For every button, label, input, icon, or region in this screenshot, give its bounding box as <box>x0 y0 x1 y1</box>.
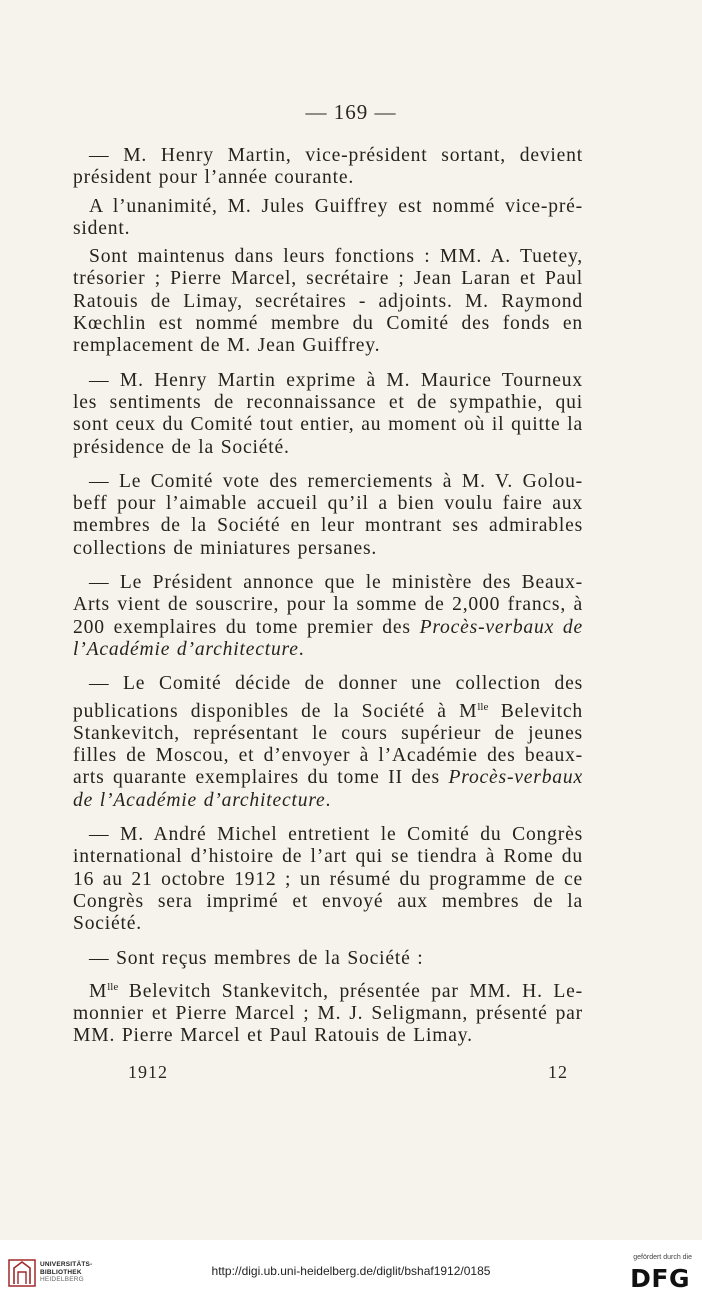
paragraph-officers: Sont maintenus dans leurs fonctions : MM. A. Tuetey, trésorier ; Pierre Marcel, secrétaire ; Jean Laran et Paul Ratouis de Limay, secrétaires - adjoints. M. Raymond Kœchlin est nommé membre du Comité des fonds en remplacement de M. Jean Guiffrey. <box>73 246 583 357</box>
paragraph-collection-sup: lle <box>477 700 489 713</box>
paragraph-ministere-end: . <box>298 638 305 660</box>
paragraph-collection-text2: Belevitch Stankevitch, représentant le cours supérieur de jeunes filles de Moscou, et d’envoyer à l’Académie des beaux-arts quarante exemplaires du tome II des <box>73 700 583 789</box>
body-text <box>73 145 583 1048</box>
paragraph-goloubeff: — Le Comité vote des remerciements à M. V. Golou-beff pour l’aimable accueil qu’il a bien voulu faire aux membres de la Société en leur montrant ses admirables collections de miniatures persanes. <box>73 470 583 559</box>
signature-sheet: 12 <box>548 1062 568 1082</box>
paragraph-congres: — M. André Michel entretient le Comité du Congrès international d’histoire de l’art qui se tiendra à Rome du 16 au 21 octobre 1912 ; un résumé du programme de ce Congrès sera imprimé et envoyé aux membres de la Société. <box>73 824 583 935</box>
dfg-logo: DFG <box>630 1264 690 1293</box>
paragraph-member-list-text: Belevitch Stankevitch, présentée par MM. H. Le-monnier et Pierre Marcel ; M. J. Seligmann, présenté par MM. Pierre Marcel et Paul Ratouis de Limay. <box>73 980 583 1047</box>
digitization-footer <box>0 1240 702 1300</box>
paragraph-ministere-text: — Le Président annonce que le ministère des Beaux-Arts vient de souscrire, pour la somme de 2,000 francs, à 200 exemplaires du tome premier des <box>73 572 583 638</box>
paragraph-collection <box>73 673 583 812</box>
signature-year: 1912 <box>128 1062 168 1082</box>
funded-by-caption: gefördert durch die <box>633 1254 692 1261</box>
paragraph-member-list <box>73 976 583 1048</box>
paragraph-member-list-m: M <box>89 980 108 1002</box>
library-name-line2: BIBLIOTHEK <box>40 1268 82 1276</box>
page-number: — 169 — <box>305 100 397 124</box>
library-name-line1: UNIVERSITÄTS- <box>40 1261 93 1268</box>
permalink-url[interactable]: http://digi.ub.uni-heidelberg.de/diglit/bshaf1912/0185 <box>211 1264 491 1278</box>
paragraph-collection-end: . <box>325 789 332 811</box>
paragraph-collection-title: Procès-verbaux de l’Académie d’architecture <box>73 767 583 811</box>
paragraph-ministere-title: Procès-verbaux de l’Académie d’architecture <box>73 616 583 660</box>
paragraph-ministere <box>73 572 583 661</box>
library-name-line3: HEIDELBERG <box>40 1276 84 1283</box>
paragraph-president: — M. Henry Martin, vice-président sortant, devient président pour l’année courante. <box>73 145 583 189</box>
paragraph-new-members: — Sont reçus membres de la Société : <box>89 947 424 969</box>
paragraph-tourneux: — M. Henry Martin exprime à M. Maurice Tourneux les sentiments de reconnaissance et de sympathie, qui sont ceux du Comité tout entier, au moment où il quitte la présidence de la Société. <box>73 369 583 458</box>
paragraph-member-list-sup: lle <box>107 980 119 993</box>
paragraph-vice-president: A l’unanimité, M. Jules Guiffrey est nommé vice-pré-sident. <box>73 195 583 239</box>
paragraph-collection-text: — Le Comité décide de donner une collection des publications disponibles de la Société à M <box>73 673 583 722</box>
